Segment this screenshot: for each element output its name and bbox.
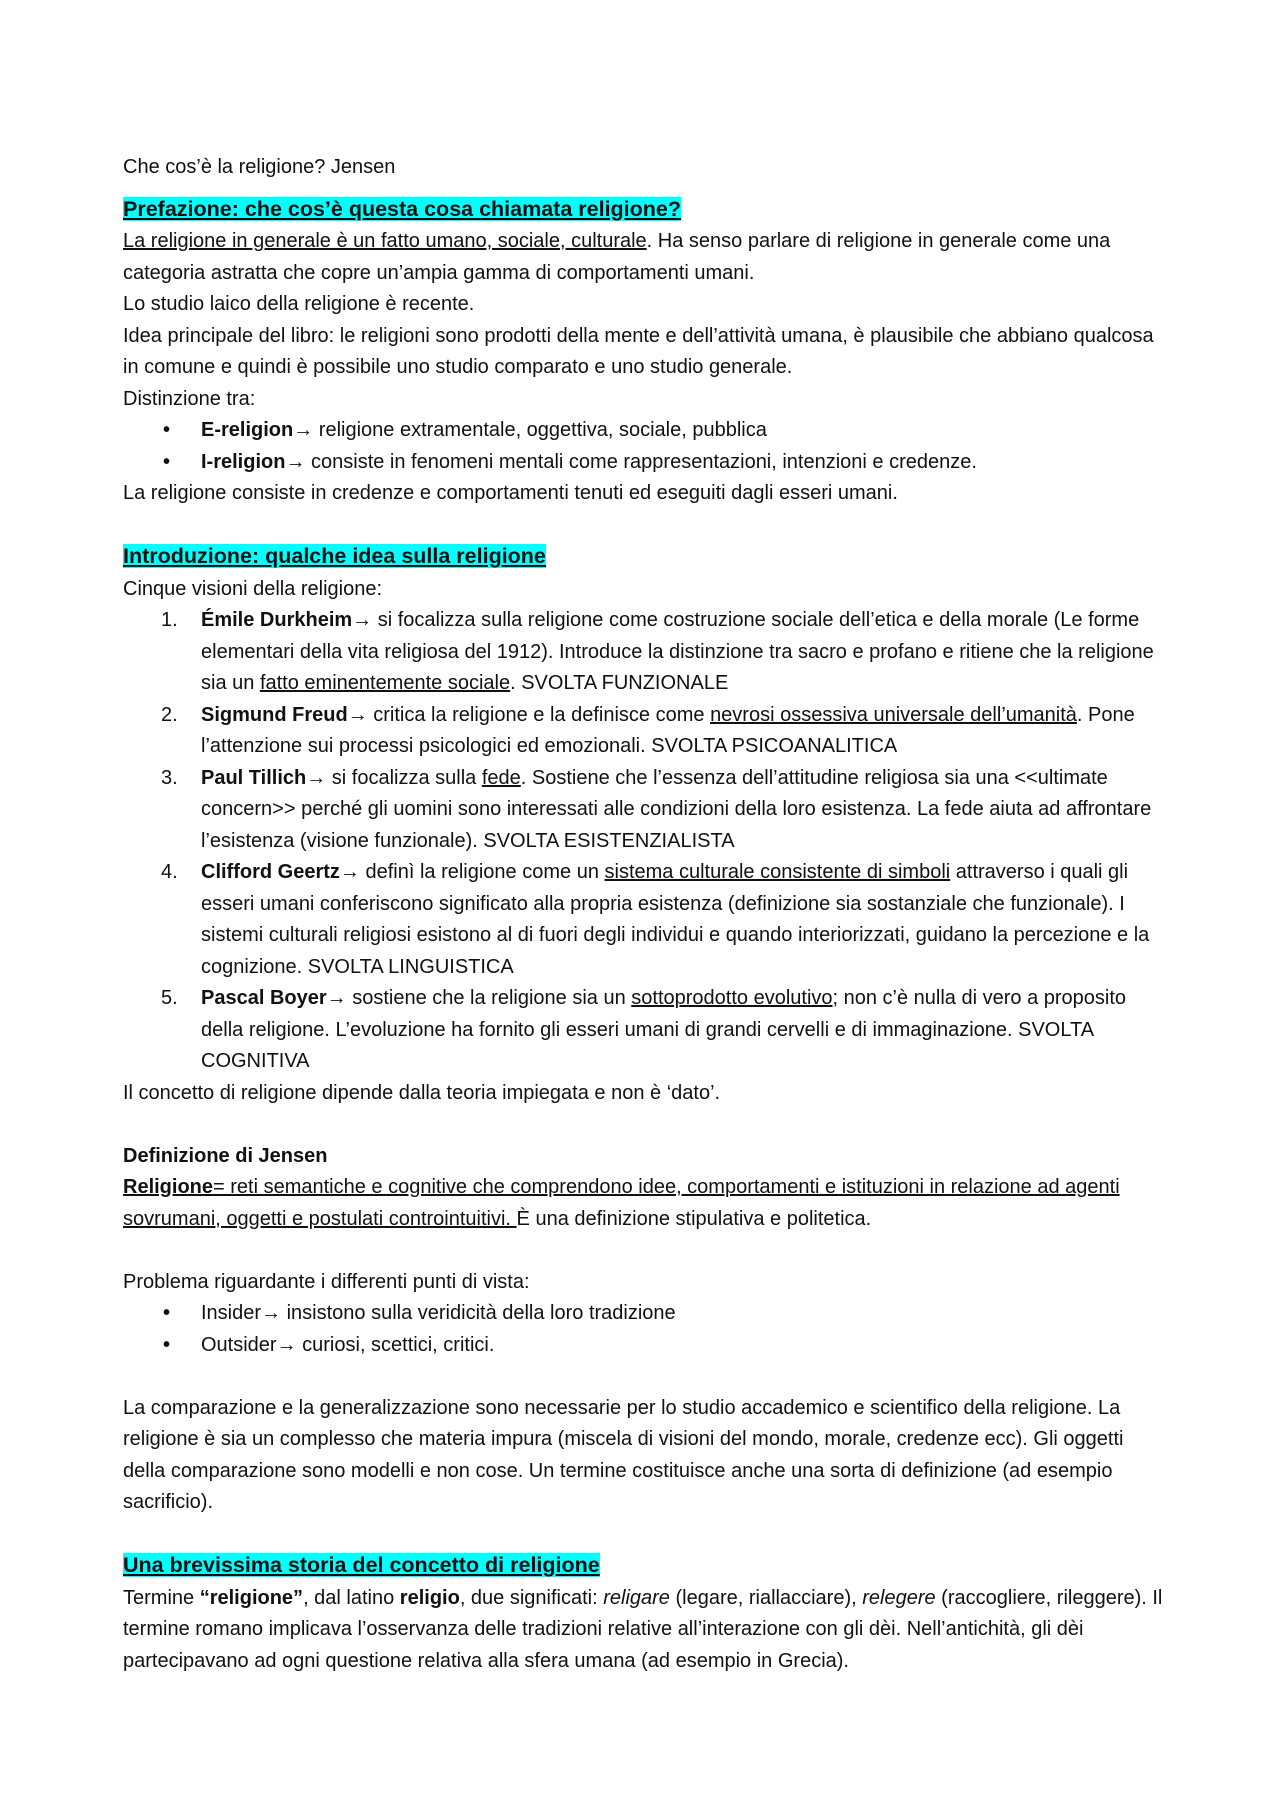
paragraph: La comparazione e la generalizzazione sono necessarie per lo studio accademico e scientifico della religione. La religione è sia un complesso che materia impura (miscela di visioni del mondo, morale, credenze ecc). Gli oggetti della comparazione sono modelli e non cose. Un termine costituisce anche una sorta di definizione (ad esempio sacrificio). bbox=[123, 1396, 1124, 1513]
bullet-list bbox=[123, 415, 1163, 478]
list-item: 1. Émile Durkheim→ si focalizza sulla religione come costruzione sociale dell’etica e della morale (Le forme elementari della vita religiosa del 1912). Introduce la distinzione tra sacro e profano e ritiene che la religione sia un fatto eminentemente sociale. SVOLTA FUNZIONALE bbox=[161, 609, 1154, 694]
paragraph: Termine “religione”, dal latino religio, due significati: religare (legare, riallacciare), relegere (raccogliere, rileggere). Il termine romano implicava l’osservanza delle tradizioni relative all’interazione con gli dèi. Nell’antichità, gli dèi partecipavano ad ogni questione relativa alla sfera umana (ad esempio in Grecia). bbox=[123, 1586, 1163, 1672]
list-item: • Outsider→ curiosi, scettici, critici. bbox=[123, 1330, 1163, 1362]
paragraph: Idea principale del libro: le religioni sono prodotti della mente e dell’attività umana, è plausibile che abbiano qualcosa in comune e quindi è possibile uno studio comparato e uno studio generale. bbox=[123, 324, 1154, 378]
document-page bbox=[123, 152, 1163, 1677]
subheading-definizione: Definizione di Jensen bbox=[123, 1144, 328, 1167]
section-heading-introduzione: Introduzione: qualche idea sulla religione bbox=[123, 544, 546, 568]
list-item: • Insider→ insistono sulla veridicità della loro tradizione bbox=[123, 1298, 1163, 1330]
paragraph: Lo studio laico della religione è recente. bbox=[123, 293, 475, 315]
list-item: 4. Clifford Geertz→ definì la religione come un sistema culturale consistente di simboli attraverso i quali gli esseri umani conferiscono significato alla propria esistenza (definizione sia sostanziale che funzionale). I sistemi culturali religiosi esistono al di fuori degli individui e quando interiorizzati, guidano la percezione e la cognizione. SVOLTA LINGUISTICA bbox=[161, 861, 1150, 978]
paragraph: La religione consiste in credenze e comportamenti tenuti ed eseguiti dagli esseri umani. bbox=[123, 482, 898, 504]
paragraph: Distinzione tra: bbox=[123, 387, 256, 410]
paragraph: Cinque visioni della religione: bbox=[123, 577, 383, 600]
document-title: Che cos’è la religione? Jensen bbox=[123, 156, 396, 178]
list-item: 3. Paul Tillich→ si focalizza sulla fede. Sostiene che l’essenza dell’attitudine religiosa sia una <<ultimate concern>> perché gli uomini sono interessati alle condizioni della loro esistenza. La fede aiuta ad affrontare l’esistenza (visione funzionale). SVOLTA ESISTENZIALISTA bbox=[161, 766, 1152, 852]
paragraph: Problema riguardante i differenti punti di vista: bbox=[123, 1270, 530, 1293]
paragraph: Il concetto di religione dipende dalla teoria impiegata e non è ‘dato’. bbox=[123, 1081, 721, 1104]
bullet-list bbox=[123, 1298, 1163, 1361]
numbered-list bbox=[123, 605, 1163, 1078]
section-heading-storia: Una brevissima storia del concetto di religione bbox=[123, 1553, 600, 1577]
list-item: 2. Sigmund Freud→ critica la religione e la definisce come nevrosi ossessiva universale dell’umanità. Pone l’attenzione sui processi psicologici ed emozionali. SVOLTA PSICOANALITICA bbox=[161, 703, 1135, 757]
list-item: 5. Pascal Boyer→ sostiene che la religione sia un sottoprodotto evolutivo; non c’è nulla di vero a proposito della religione. L’evoluzione ha fornito gli esseri umani di grandi cervelli e di immaginazione. SVOLTA COGNITIVA bbox=[161, 987, 1127, 1072]
paragraph: La religione in generale è un fatto umano, sociale, culturale. Ha senso parlare di religione in generale come una categoria astratta che copre un’ampia gamma di comportamenti umani. bbox=[123, 230, 1111, 284]
list-item: • I-religion→ consiste in fenomeni mentali come rappresentazioni, intenzioni e credenze. bbox=[123, 447, 1163, 479]
paragraph: Religione= reti semantiche e cognitive che comprendono idee, comportamenti e istituzioni in relazione ad agenti sovrumani, oggetti e postulati controintuitivi. È una definizione stipulativa e politetica. bbox=[123, 1176, 1120, 1230]
list-item: • E-religion→ religione extramentale, oggettiva, sociale, pubblica bbox=[123, 415, 1163, 447]
section-heading-prefazione: Prefazione: che cos’è questa cosa chiamata religione? bbox=[123, 196, 682, 221]
